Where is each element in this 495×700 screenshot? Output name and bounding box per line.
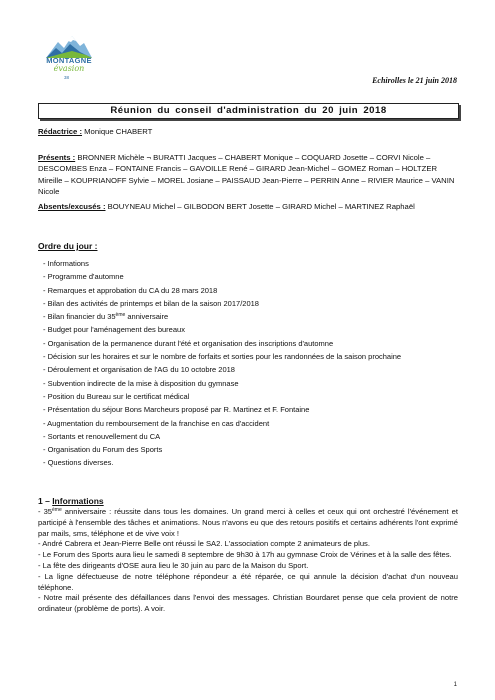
- informations-heading-text: Informations: [52, 496, 104, 506]
- absents-list: BOUYNEAU Michel – GILBODON BERT Josette – GIRARD Michel – MARTINEZ Raphaël: [105, 202, 415, 211]
- redactrice-value: Monique CHABERT: [82, 127, 153, 136]
- agenda-item: - Organisation du Forum des Sports: [43, 445, 163, 455]
- agenda-item: - Remarques et approbation du CA du 28 mars 2018: [43, 285, 218, 295]
- logo-number: 38: [64, 75, 70, 80]
- presents-label: Présents :: [38, 153, 76, 162]
- title-box: [38, 103, 459, 119]
- information-item: - André Cabrera et Jean-Pierre Belle ont réussi le SA2. L'association compte 2 animateurs de plus.: [38, 539, 370, 549]
- presents-paragraph: [38, 152, 458, 198]
- agenda-item: - Subvention indirecte de la mise à disposition du gymnase: [43, 378, 239, 388]
- logo-text-evasion: évasion: [53, 64, 85, 73]
- agenda-item: - Position du Bureau sur le certificat médical: [43, 391, 190, 401]
- agenda-item: - Bilan des activités de printemps et bilan de la saison 2017/2018: [43, 298, 259, 308]
- agenda-list: [43, 257, 401, 470]
- informations-list: [38, 507, 458, 615]
- agenda-item: - Présentation du séjour Bons Marcheurs proposé par R. Martinez et F. Fontaine: [43, 405, 310, 415]
- information-item: - 35ème anniversaire : réussite dans tous les domaines. Un grand merci à celles et ceux qui ont orchestré l'événement et participé à l'ensemble des tâches et animations. Nous n'avons eu que des retours positifs et certains adhérents l'ont exprimé par mails, sms, téléphone et de vive voix !: [38, 507, 458, 538]
- agenda-item: - Bilan financier du 35ème anniversaire: [43, 312, 169, 322]
- agenda-item: - Informations: [43, 259, 89, 268]
- informations-heading: [38, 496, 104, 506]
- agenda-item: - Augmentation du remboursement de la franchise en cas d'accident: [43, 418, 270, 428]
- information-item: - La ligne défectueuse de notre téléphone répondeur a été réparée, ce qui annule la décision d'achat d'un nouveau téléphone.: [38, 571, 458, 592]
- informations-heading-number: 1 –: [38, 496, 53, 506]
- document-date: Echirolles le 21 juin 2018: [372, 76, 457, 85]
- agenda-item: - Déroulement et organisation de l'AG du 10 octobre 2018: [43, 365, 235, 375]
- agenda-item: - Décision sur les horaires et sur le nombre de forfaits et sorties pour les randonnées de la saison prochaine: [43, 352, 402, 362]
- association-logo: [38, 34, 100, 84]
- agenda-item: - Questions diverses.: [43, 458, 114, 468]
- document-title: Réunion du conseil d'administration du 20 juin 2018: [110, 105, 387, 116]
- information-item: - La fête des dirigeants d'OSE aura lieu le 30 juin au parc de la Maison du Sport.: [38, 560, 309, 570]
- absents-paragraph: [38, 201, 458, 212]
- page-number: 1: [453, 682, 457, 688]
- mountain-icon: [46, 34, 92, 58]
- information-item: - Le Forum des Sports aura lieu le samedi 8 septembre de 9h30 à 17h au gymnase Croix de Vérines et à la salle des fêtes.: [38, 550, 452, 560]
- presents-list: BRONNER Michèle ¬ BURATTI Jacques – CHABERT Monique – COQUARD Josette – CORVI Nicole – DESCOMBES Enza – FONTAINE Francis – GAVOILLE René – GIRARD Jean-Michel – GOMEZ Roman – HOLTZER Mireille – KOUPRIANOFF Sylvie – MOREL Josiane – PAISSAUD Jean-Pierre – PERRIN Anne – RIVIER Maurice – VANIN Nicole: [38, 153, 455, 197]
- agenda-heading: Ordre du jour :: [38, 241, 98, 251]
- logo-text-montagne: MONTAGNE: [46, 56, 92, 65]
- agenda-item: - Budget pour l'aménagement des bureaux: [43, 325, 185, 335]
- agenda-item: - Organisation de la permanence durant l'été et organisation des inscriptions d'automne: [43, 338, 334, 348]
- redactrice-label: Rédactrice :: [38, 127, 83, 136]
- redactrice-line: [38, 126, 458, 137]
- agenda-item: - Programme d'automne: [43, 272, 124, 282]
- agenda-item: - Sortants et renouvellement du CA: [43, 431, 161, 441]
- absents-label: Absents/excusés :: [38, 202, 106, 211]
- information-item: - Notre mail présente des défaillances dans l'envoi des messages. Christian Bourdaret pense que cela provient de notre ordinateur (problème de ports). A voir.: [38, 593, 458, 614]
